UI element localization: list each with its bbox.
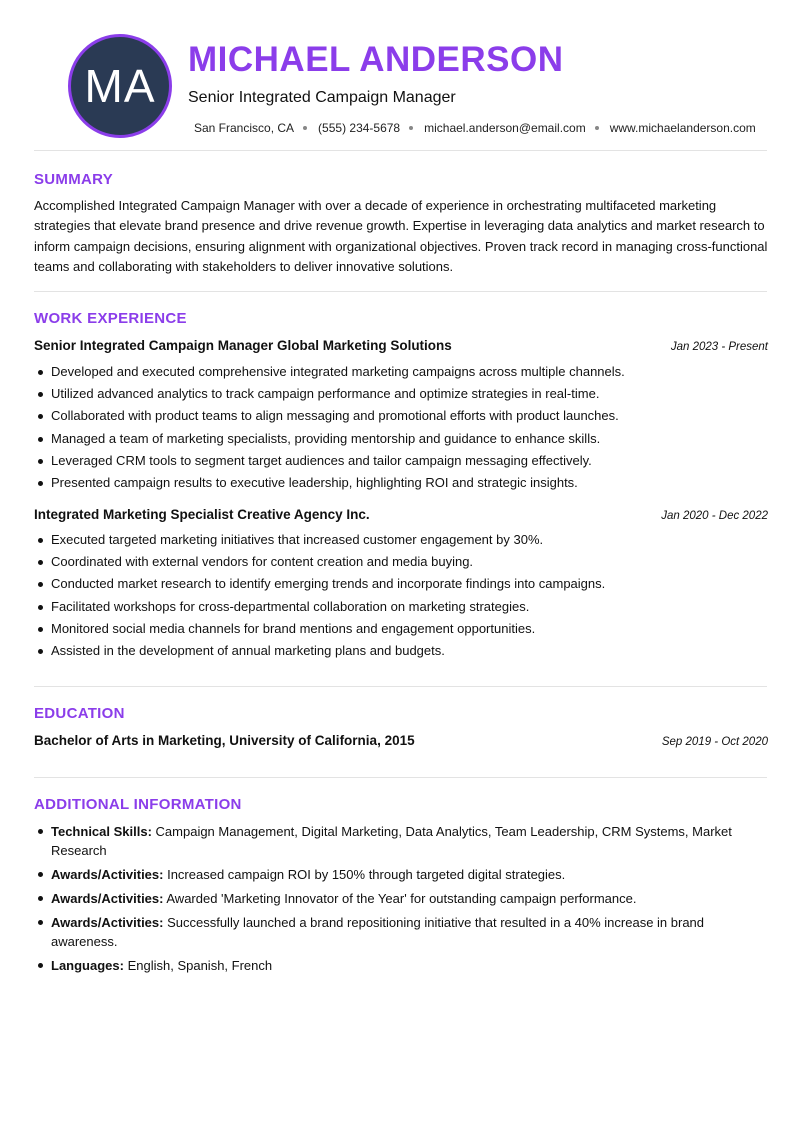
separator-dot [409, 126, 413, 130]
list-item: Managed a team of marketing specialists, providing mentorship and guidance to enhance skills. [34, 428, 768, 450]
list-item: Collaborated with product teams to align messaging and promotional efforts with product launches. [34, 405, 768, 427]
list-item: Developed and executed comprehensive integrated marketing campaigns across multiple channels. [34, 361, 768, 383]
item-label: Languages: [51, 958, 124, 973]
list-item: Facilitated workshops for cross-departmental collaboration on marketing strategies. [34, 596, 768, 618]
candidate-name: MICHAEL ANDERSON [188, 40, 564, 79]
job-bullets [34, 361, 768, 494]
resume-header [34, 0, 767, 150]
additional-heading: ADDITIONAL INFORMATION [34, 796, 242, 813]
education-entry [34, 733, 768, 748]
avatar: MA [68, 34, 172, 138]
separator-dot [595, 126, 599, 130]
job-header [34, 507, 768, 522]
item-text: Successfully launched a brand repositioning initiative that resulted in a 40% increase in brand awareness. [51, 915, 705, 949]
summary-text: Accomplished Integrated Campaign Manager with over a decade of experience in orchestrating multifaceted marketing strategies that elevate brand presence and drive revenue growth. Expertise in leveraging data analytics and market research to inform campaign decisions, ensuring alignment with organizational objectives. Proven track record in managing cross-functional teams and collaborating with stakeholders to deliver innovative solutions. [34, 198, 768, 274]
contact-location: San Francisco, CA [194, 121, 295, 135]
list-item [34, 865, 768, 884]
job-header [34, 338, 768, 353]
list-item: Monitored social media channels for brand mentions and engagement opportunities. [34, 618, 768, 640]
list-item [34, 822, 768, 860]
job-bullets [34, 529, 768, 662]
separator-dot [303, 126, 307, 130]
section-divider [34, 686, 767, 687]
list-item: Leveraged CRM tools to segment target audiences and tailor campaign messaging effectively. [34, 450, 768, 472]
additional-list [34, 822, 768, 980]
item-label: Awards/Activities: [51, 891, 164, 906]
education-heading: EDUCATION [34, 705, 125, 722]
job-date: Jan 2023 - Present [670, 341, 768, 353]
list-item: Presented campaign results to executive leadership, highlighting ROI and strategic insights. [34, 472, 768, 494]
list-item [34, 889, 768, 908]
degree: Bachelor of Arts in Marketing, University of California, 2015 [34, 733, 415, 748]
section-divider [34, 777, 767, 778]
item-label: Awards/Activities: [51, 915, 164, 930]
section-divider [34, 150, 767, 151]
item-label: Awards/Activities: [51, 867, 164, 882]
section-divider [34, 291, 767, 292]
list-item: Conducted market research to identify emerging trends and incorporate findings into campaigns. [34, 573, 768, 595]
list-item: Utilized advanced analytics to track campaign performance and optimize strategies in real-time. [34, 383, 768, 405]
candidate-title: Senior Integrated Campaign Manager [188, 89, 456, 106]
job-date: Jan 2020 - Dec 2022 [661, 510, 768, 522]
contact-phone: (555) 234-5678 [318, 121, 401, 135]
contact-line [194, 121, 756, 135]
item-text: Increased campaign ROI by 150% through targeted digital strategies. [163, 867, 566, 882]
contact-website[interactable]: www.michaelanderson.com [609, 121, 756, 135]
summary-heading: SUMMARY [34, 171, 114, 188]
item-text: English, Spanish, French [123, 958, 273, 973]
education-date: Sep 2019 - Oct 2020 [661, 736, 768, 748]
list-item: Executed targeted marketing initiatives that increased customer engagement by 30%. [34, 529, 768, 551]
job-role: Senior Integrated Campaign Manager Global Marketing Solutions [34, 338, 452, 353]
experience-heading: WORK EXPERIENCE [34, 310, 187, 327]
contact-email[interactable]: michael.anderson@email.com [424, 121, 586, 135]
list-item [34, 956, 768, 975]
item-text: Campaign Management, Digital Marketing, Data Analytics, Team Leadership, CRM Systems, Market Research [51, 824, 732, 858]
item-label: Technical Skills: [51, 824, 152, 839]
list-item: Assisted in the development of annual marketing plans and budgets. [34, 640, 768, 662]
list-item: Coordinated with external vendors for content creation and media buying. [34, 551, 768, 573]
list-item [34, 913, 768, 951]
item-text: Awarded 'Marketing Innovator of the Year' for outstanding campaign performance. [163, 891, 637, 906]
job-role: Integrated Marketing Specialist Creative Agency Inc. [34, 507, 370, 522]
